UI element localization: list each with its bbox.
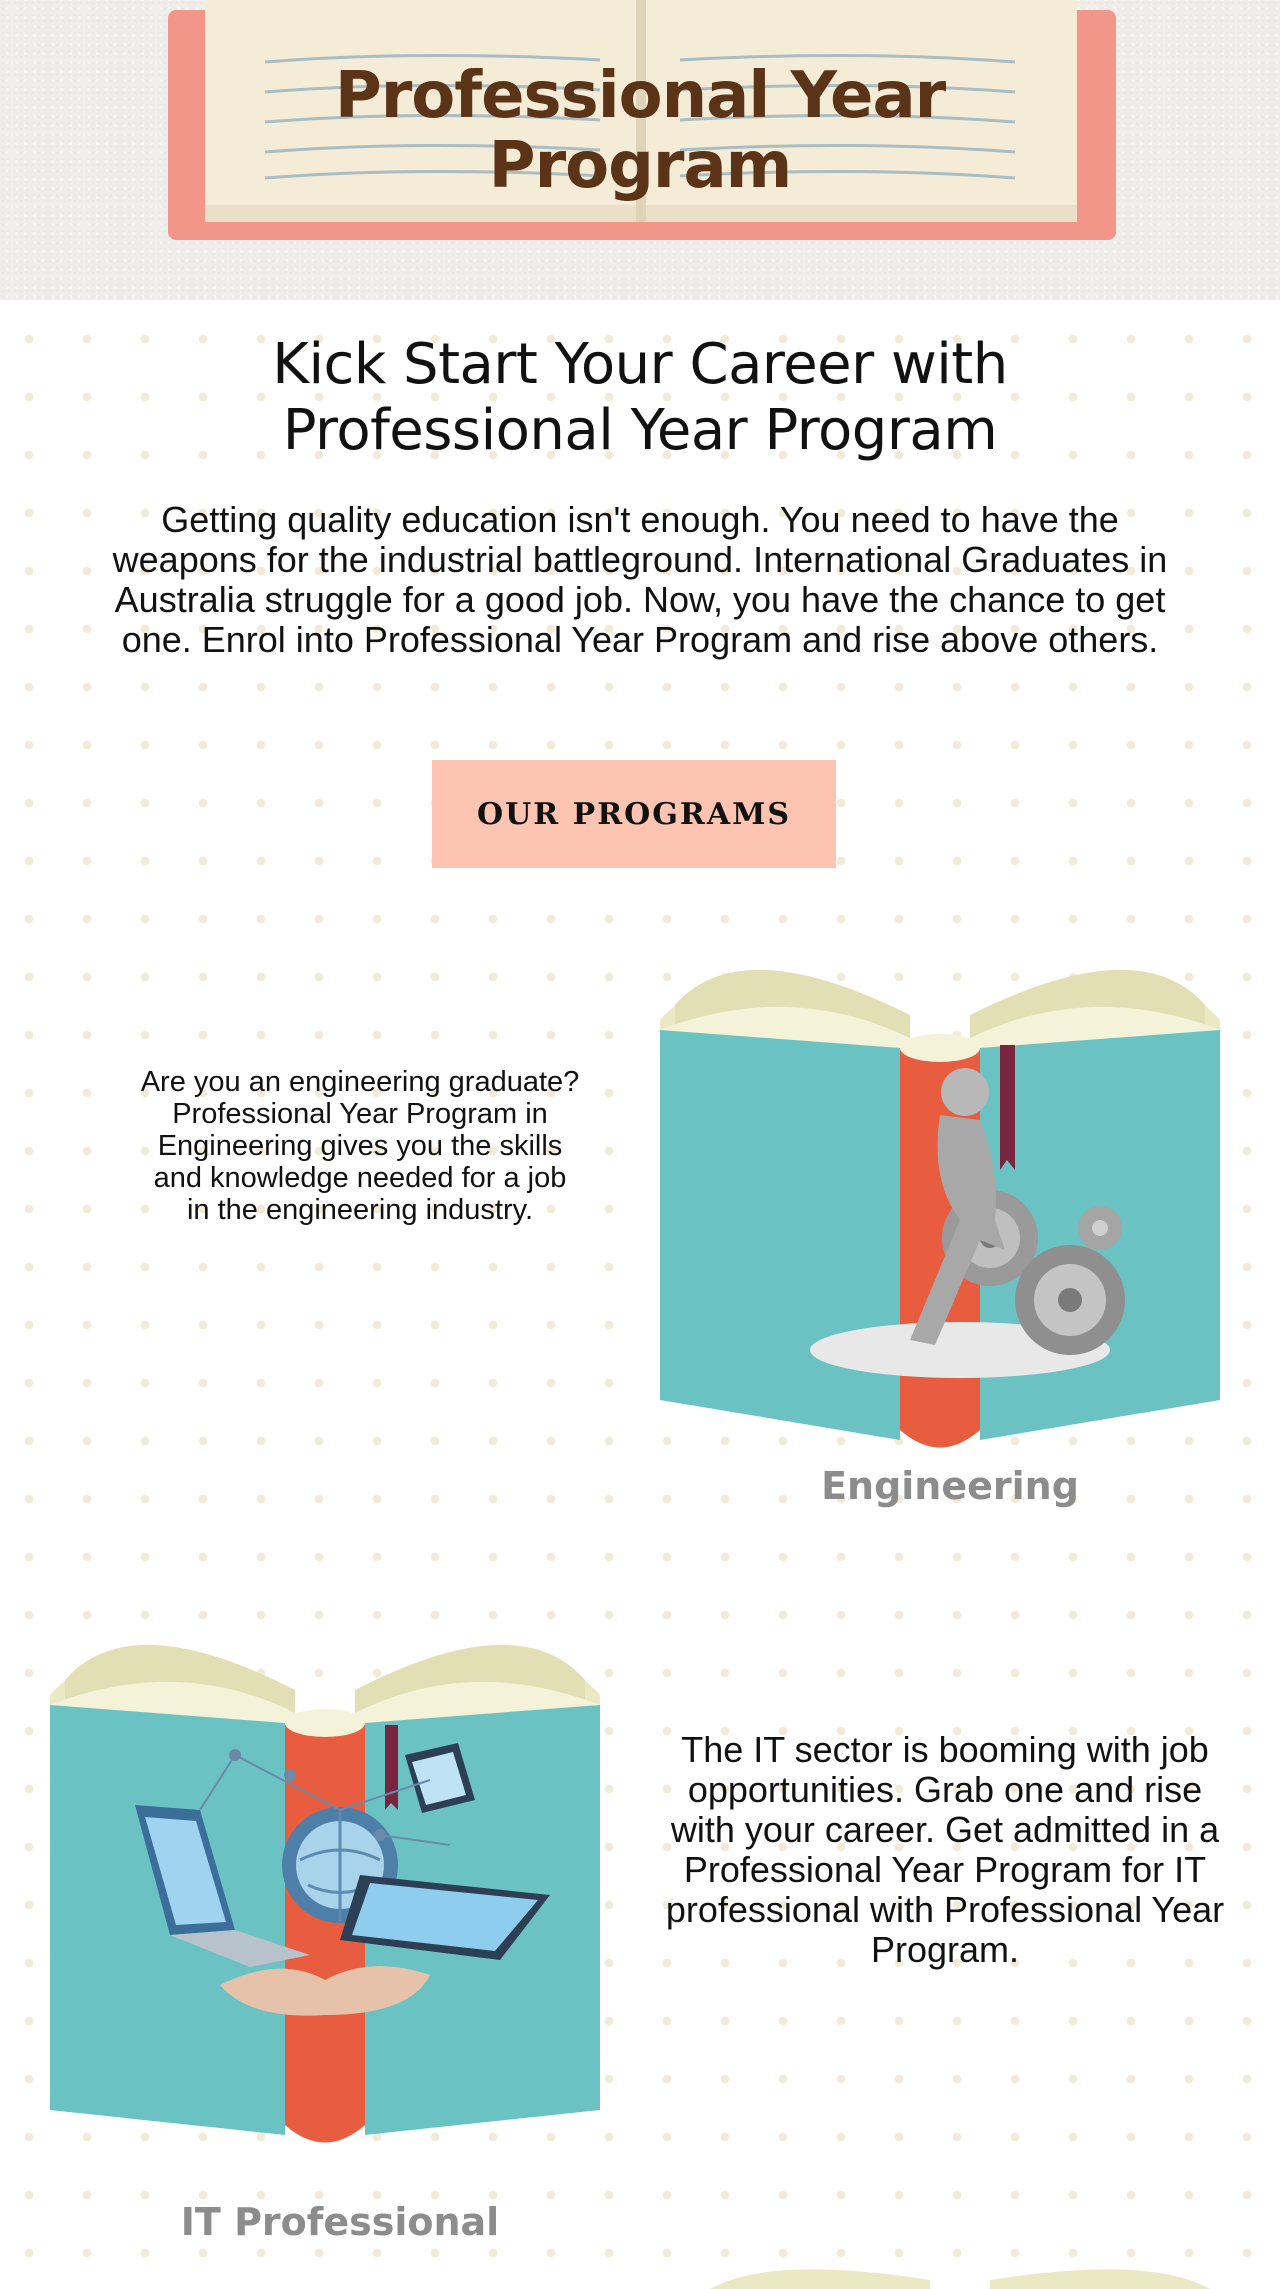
hero-heading: Kick Start Your Career with Professional Year Program	[272, 332, 1008, 463]
it-professional-label[interactable]: IT Professional	[180, 2200, 500, 2244]
hero-description: Getting quality education isn't enough. You need to have the weapons for the industrial battleground. International Graduates in Australia struggle for a good job. Now, you have the chance to get one. Enrol into Professional Year Program and rise above others.	[112, 499, 1168, 660]
engineering-book-icon[interactable]	[660, 920, 1220, 1460]
header-banner	[0, 0, 1280, 300]
it-description: The IT sector is booming with job opportunities. Grab one and rise with your career. Get admitted in a Professional Year Program for IT professional with Professional Year Program.	[665, 1729, 1225, 1970]
engineering-description: Are you an engineering graduate? Professional Year Program in Engineering gives you the skills and knowledge needed for a job in the engineering industry.	[140, 1066, 580, 1226]
it-book-icon[interactable]	[50, 1595, 600, 2165]
engineering-label[interactable]: Engineering	[821, 1464, 1079, 1508]
our-programs-button[interactable]: OUR PROGRAMS	[432, 760, 836, 868]
page-title: Professional Year Program	[334, 58, 946, 203]
next-book-icon	[700, 2250, 1220, 2289]
